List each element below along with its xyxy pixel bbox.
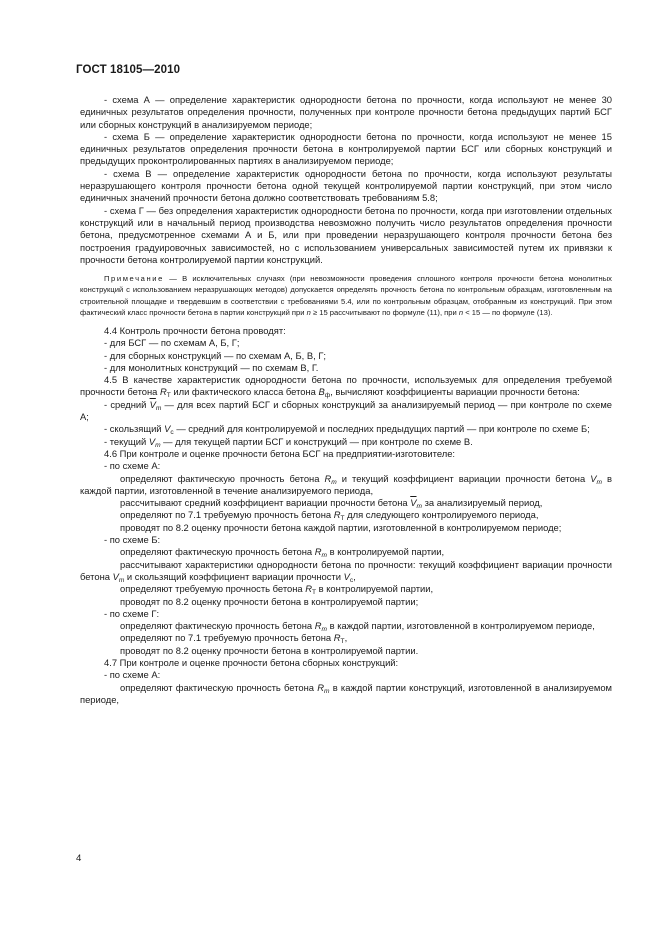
section-4-5-intro: 4.5 В качестве характеристик однородности бетона по прочности, используемых для определения требуемой прочности бетона $R_Т$ или фактического класса бетона $B_ф$, вычисляют коэффициенты вариации прочности бетона: — [80, 374, 612, 400]
scheme-b-label: - по схеме Б: — [104, 534, 161, 546]
coef-current: - текущий $V_m$ — для текущей партии БСГ и конструкций — при контроле по схеме В. — [104, 435, 473, 449]
scheme-a-label: - по схеме А: — [104, 460, 161, 472]
step: рассчитывают средний коэффициент вариации прочности бетона $\overline{V}_m$ за анализируемый период, — [120, 497, 543, 511]
step: проводят по 8.2 оценку прочности бетона в контролируемой партии; — [120, 595, 419, 607]
note-label: Примечание — [104, 274, 164, 284]
scheme-g: - схема Г — без определения характеристик однородности бетона по прочности, когда при изготовлении отдельных конструкций или в начальный период производства невозможно получить число результатов определения прочности бетона, предусмотренное схемами А и Б, или при проведении неразрушающего контроля прочности бетона без построения градуировочных зависимостей, но с использованием универсальных зависимостей путем их привязки к прочности бетона контролируемой партии конструкций. — [80, 204, 612, 265]
step: определяют фактическую прочность бетона $R_m$ в контролируемой партии, — [120, 546, 445, 560]
list-item: - для БСГ — по схемам А, Б, Г; — [104, 337, 240, 349]
page-number: 4 — [76, 853, 82, 864]
section-4-7-title: 4.7 При контроле и оценке прочности бетона сборных конструкций: — [104, 656, 399, 668]
step: проводят по 8.2 оценку прочности бетона каждой партии, изготовленной в контролируемом периоде; — [120, 521, 562, 533]
scheme-g-label: - по схеме Г: — [104, 607, 160, 619]
scheme-a: - схема А — определение характеристик однородности бетона по прочности, когда используют не менее 30 единичных результатов определения прочности, полученных при контроле прочности бетона предыдущих партий БСГ или сборных конструкций в анализируемом периоде; — [80, 94, 612, 130]
step: определяют фактическую прочность бетона $R_m$ в каждой партии конструкций, изготовленной в анализируемом периоде, — [80, 681, 613, 705]
coef-average: - средний $\overline{V}_m$ — для всех партий БСГ и сборных конструкций за анализируемый период — при контроле по схеме А; — [80, 398, 612, 423]
section-4-6-title: 4.6 При контроле и оценке прочности бетона БСГ на предприятии-изготовителе: — [104, 447, 456, 459]
step: определяют фактическую прочность бетона $R_m$ в каждой партии, изготовленной в контролируемом периоде, — [120, 620, 595, 634]
scheme-b: - схема Б — определение характеристик однородности бетона по прочности, когда используют не менее 15 единичных результатов определения прочности бетона в контролируемой партии БСГ или сборных конструкций и предыдущих проконтролированных партиях в анализируемом периоде; — [80, 130, 612, 167]
coef-sliding: - скользящий $V_с$ — средний для контролируемой и последних предыдущих партий — при контроле по схеме Б; — [104, 423, 590, 437]
step: определяют фактическую прочность бетона $R_m$ и текущий коэффициент вариации прочности бетона $V_m$ в каждой партии, изготовленной в течение анализируемого периода, — [80, 472, 612, 496]
section-4-4-title: 4.4 Контроль прочности бетона проводят: — [104, 324, 286, 336]
step: определяют по 7.1 требуемую прочность бетона $R_Т$ для следующего контролируемого периода, — [120, 509, 539, 523]
scheme-a-label: - по схеме А: — [104, 669, 161, 681]
document-header: ГОСТ 18105—2010 — [76, 64, 181, 76]
list-item: - для монолитных конструкций — по схемам В, Г. — [104, 361, 319, 373]
step: определяют по 7.1 требуемую прочность бетона $R_Т$, — [120, 632, 348, 646]
list-item: - для сборных конструкций — по схемам А, Б, В, Г; — [104, 349, 327, 361]
step: проводят по 8.2 оценку прочности бетона в контролируемой партии. — [120, 644, 419, 656]
step: определяют требуемую прочность бетона $R_Т$ в контролируемой партии, — [120, 583, 434, 597]
page-content — [80, 94, 612, 706]
step: рассчитывают характеристики однородности бетона по прочности: текущий коэффициент вариации прочности бетона $V_m$ и скользящий коэффициент вариации прочности $V_с$, — [80, 558, 612, 584]
scheme-v: - схема В — определение характеристик однородности бетона по прочности, когда используют результаты неразрушающего контроля прочности бетона одной текущей контролируемой партии конструкций, при этом число единичных значений прочности бетона должно соответствовать требованиям 5.8; — [80, 167, 612, 204]
note-paragraph: Примечание — В исключительных случаях (при невозможности проведения сплошного контроля прочности бетона монолитных конструкций с использованием неразрушающих методов) допускается определять прочность бетона по контрольным образцам, изготовленным на строительной площадке и твердевшим в соответствии с требованиями 5.4, или по контрольным образцам, отобранным из конструкций. При этом фактический класс прочности бетона в партии конструкций при n ≥ 15 рассчитывают по формуле (11), при n < 15 — по формуле (13). — [80, 274, 612, 317]
